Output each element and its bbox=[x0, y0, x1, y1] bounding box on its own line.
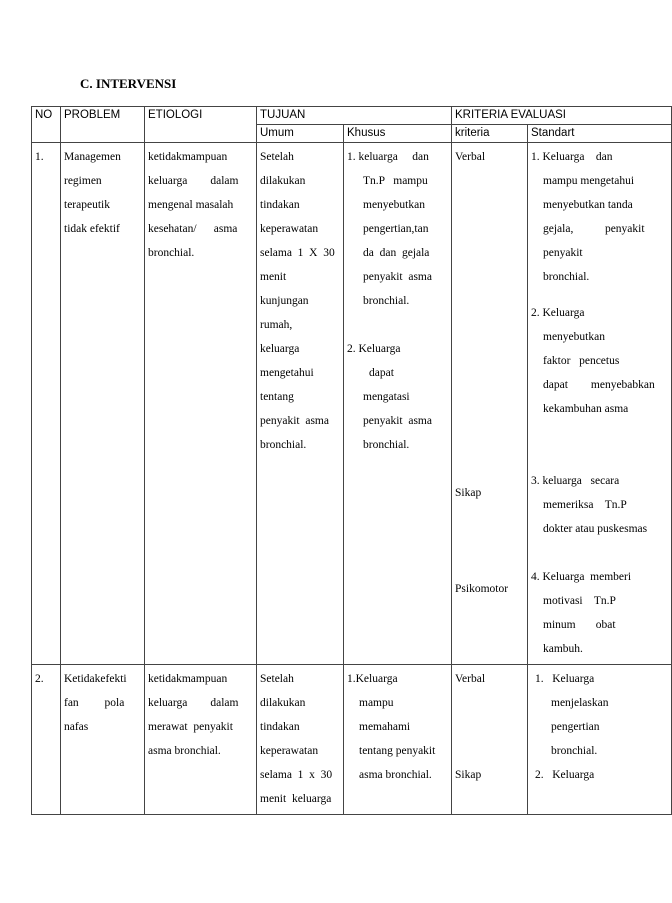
header-kriteria: kriteria bbox=[452, 125, 528, 143]
table-row bbox=[32, 143, 672, 665]
row1-standart: 1. Keluarga dan mampu mengetahui menyebutkan tanda gejala, penyakit penyakit bronchial. 2. Keluarga menyebutkan faktor pencetus dapat menyebabkan kekambuhan asma 3. keluarga secara memeriksa Tn.P dokter atau puskesmas 4. Keluarga memberi motivasi Tn.P minum obat kambuh. bbox=[528, 143, 672, 665]
header-khusus: Khusus bbox=[344, 125, 452, 143]
table-row bbox=[32, 665, 672, 815]
header-problem: PROBLEM bbox=[61, 107, 145, 143]
row2-kriteria: Verbal Sikap bbox=[452, 665, 528, 815]
header-umum: Umum bbox=[257, 125, 344, 143]
row1-umum: Setelah dilakukan tindakan keperawatan selama 1 X 30 menit kunjungan rumah, keluarga mengetahui tentang penyakit asma bronchial. bbox=[257, 143, 344, 665]
intervention-table bbox=[31, 106, 672, 815]
header-tujuan: TUJUAN bbox=[257, 107, 452, 125]
row1-no: 1. bbox=[32, 143, 61, 665]
row1-kriteria: Verbal Sikap Psikomotor bbox=[452, 143, 528, 665]
row1-problem: Managemen regimen terapeutik tidak efektif bbox=[61, 143, 145, 665]
header-kriteria-evaluasi: KRITERIA EVALUASI bbox=[452, 107, 672, 125]
row2-no: 2. bbox=[32, 665, 61, 815]
row2-umum: Setelah dilakukan tindakan keperawatan selama 1 x 30 menit keluarga bbox=[257, 665, 344, 815]
row2-khusus: 1.Keluarga mampu memahami tentang penyakit asma bronchial. bbox=[344, 665, 452, 815]
header-no: NO bbox=[32, 107, 61, 143]
header-etiologi: ETIOLOGI bbox=[145, 107, 257, 143]
row1-khusus: 1. keluarga dan Tn.P mampu menyebutkan pengertian,tan da dan gejala penyakit asma bronchial. 2. Keluarga dapat mengatasi penyakit asma bronchial. bbox=[344, 143, 452, 665]
row2-etiologi: ketidakmampuan keluarga dalam merawat penyakit asma bronchial. bbox=[145, 665, 257, 815]
row1-etiologi: ketidakmampuan keluarga dalam mengenal masalah kesehatan/ asma bronchial. bbox=[145, 143, 257, 665]
row2-standart: 1. Keluarga menjelaskan pengertian bronchial. 2. Keluarga bbox=[528, 665, 672, 815]
section-title: C. INTERVENSI bbox=[80, 76, 177, 91]
row2-problem: Ketidakefekti fan pola nafas bbox=[61, 665, 145, 815]
header-standart: Standart bbox=[528, 125, 672, 143]
